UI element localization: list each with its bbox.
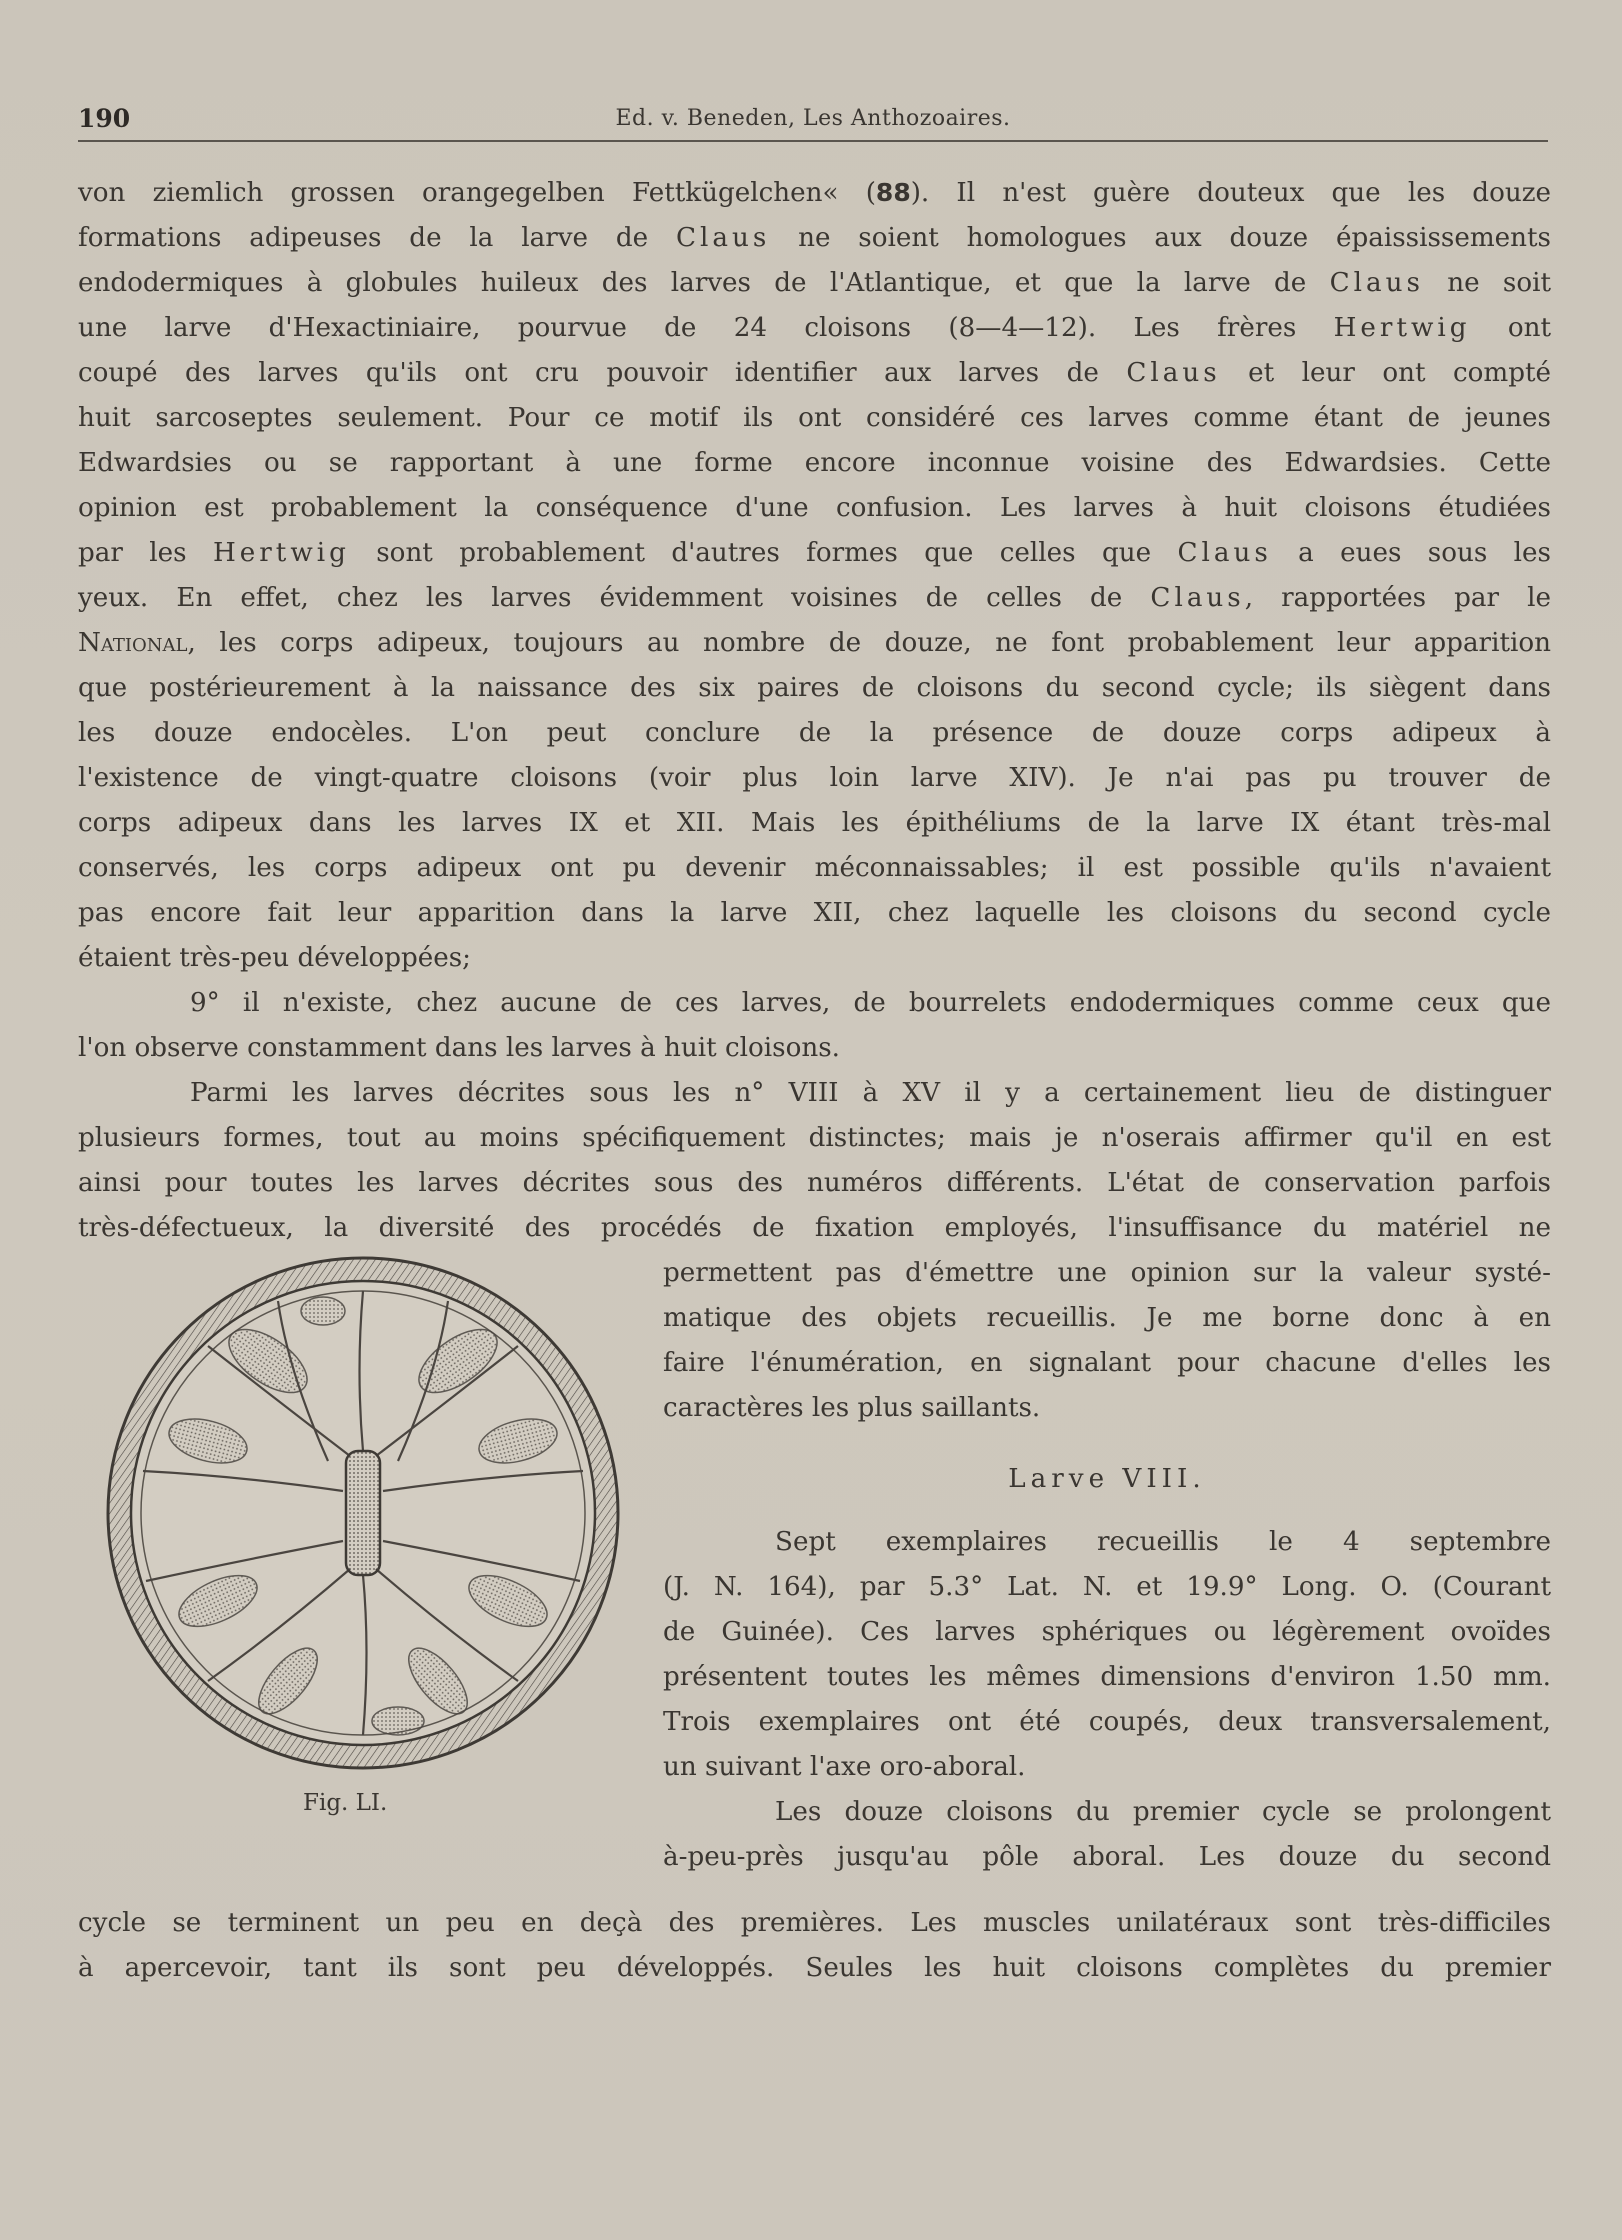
text-line: étaient très-peu développées; — [78, 943, 471, 973]
figure — [78, 1251, 638, 1881]
author-name: Hertwig — [212, 538, 350, 568]
text-line: Parmi les larves décrites sous les n° VIII à XV il y a certainement lieu de distinguer — [190, 1078, 1551, 1108]
text-line: par les Hertwig sont probablement d'autres formes que celles que Claus a eues sous les — [78, 538, 1551, 568]
text-line: caractères les plus saillants. — [663, 1393, 1041, 1423]
author-name: Claus — [675, 223, 771, 253]
text-line: que postérieurement à la naissance des six paires de cloisons du second cycle; ils siègent dans — [78, 673, 1551, 703]
text-line: une larve d'Hexactiniaire, pourvue de 24 cloisons (8—4—12). Les frères Hertwig ont — [78, 313, 1551, 343]
reference-number: 88 — [875, 178, 911, 207]
text-line: 9° il n'existe, chez aucune de ces larves, de bourrelets endodermiques comme ceux que — [190, 988, 1551, 1018]
text-line: ainsi pour toutes les larves décrites sous des numéros différents. L'état de conservation parfois — [78, 1168, 1551, 1198]
text-line: l'existence de vingt-quatre cloisons (voir plus loin larve XIV). Je n'ai pas pu trouver de — [78, 763, 1551, 793]
text-line: de Guinée). Ces larves sphériques ou légèrement ovoïdes — [663, 1617, 1551, 1647]
text-line: (J. N. 164), par 5.3° Lat. N. et 19.9° Long. O. (Courant — [663, 1572, 1551, 1602]
running-title: Ed. v. Beneden, Les Anthozoaires. — [615, 106, 1011, 131]
text-line: huit sarcoseptes seulement. Pour ce motif ils ont considéré ces larves comme étant de jeunes — [78, 403, 1551, 433]
text-line: Edwardsies ou se rapportant à une forme encore inconnue voisine des Edwardsies. Cette — [78, 448, 1551, 478]
page-number: 190 — [78, 104, 131, 133]
cross-section-illustration-icon — [88, 1251, 628, 1781]
figure-wrap-area — [78, 1251, 1551, 1881]
text-line: l'on observe constamment dans les larves à huit cloisons. — [78, 1033, 840, 1063]
text-line: très-défectueux, la diversité des procédés de fixation employés, l'insuffisance du matériel ne — [78, 1213, 1551, 1243]
author-name: Claus — [1177, 538, 1272, 568]
text-line: opinion est probablement la conséquence d'une confusion. Les larves à huit cloisons étudiées — [78, 493, 1551, 523]
figure-caption: Fig. LI. — [303, 1790, 388, 1816]
text-line: Sept exemplaires recueillis le 4 septembre — [775, 1527, 1551, 1557]
side-column — [663, 1251, 1551, 1880]
section-heading: Larve VIII. — [1008, 1464, 1206, 1494]
paragraph-2 — [78, 981, 1551, 1071]
text-line: plusieurs formes, tout au moins spécifiquement distinctes; mais je n'oserais affirmer qu'il en est — [78, 1123, 1551, 1153]
body-text — [78, 170, 1551, 1991]
text-line: National, les corps adipeux, toujours au nombre de douze, ne font probablement leur apparition — [78, 628, 1551, 658]
text-line: les douze endocèles. L'on peut conclure de la présence de douze corps adipeux à — [78, 718, 1551, 748]
text-line: conservés, les corps adipeux ont pu devenir méconnaissables; il est possible qu'ils n'avaient — [78, 853, 1551, 883]
text-line: von ziemlich grossen orangegelben Fettkügelchen« (88). Il n'est guère douteux que les douze — [78, 178, 1551, 208]
text-line: yeux. En effet, chez les larves évidemment voisines de celles de Claus, rapportées par le — [78, 583, 1551, 613]
author-name: Claus — [1329, 268, 1424, 298]
author-name: Hertwig — [1333, 313, 1471, 343]
text-line: Trois exemplaires ont été coupés, deux transversalement, — [663, 1707, 1551, 1737]
text-line: coupé des larves qu'ils ont cru pouvoir identifier aux larves de Claus et leur ont compté — [78, 358, 1551, 388]
text-line: cycle se terminent un peu en deçà des premières. Les muscles unilatéraux sont très-difficiles — [78, 1908, 1551, 1938]
ship-name: National — [78, 628, 188, 658]
text-line: Les douze cloisons du premier cycle se prolongent — [775, 1797, 1551, 1827]
text-line: corps adipeux dans les larves IX et XII. Mais les épithéliums de la larve IX étant très-mal — [78, 808, 1551, 838]
text-line: pas encore fait leur apparition dans la larve XII, chez laquelle les cloisons du second cycle — [78, 898, 1551, 928]
page-header — [78, 100, 1548, 142]
text-line: matique des objets recueillis. Je me borne donc à en — [663, 1303, 1551, 1333]
text-line: à-peu-près jusqu'au pôle aboral. Les douze du second — [663, 1842, 1551, 1872]
text-line: faire l'énumération, en signalant pour chacune d'elles les — [663, 1348, 1551, 1378]
text-line: à apercevoir, tant ils sont peu développés. Seules les huit cloisons complètes du premier — [78, 1953, 1551, 1983]
text-line: formations adipeuses de la larve de Claus ne soient homologues aux douze épaississements — [78, 223, 1551, 253]
text-line: endodermiques à globules huileux des larves de l'Atlantique, et que la larve de Claus ne soit — [78, 268, 1551, 298]
text-line: un suivant l'axe oro-aboral. — [663, 1752, 1026, 1782]
paragraph-3 — [78, 1071, 1551, 1251]
author-name: Claus — [1126, 358, 1221, 388]
author-name: Claus — [1150, 583, 1245, 613]
text-line: présentent toutes les mêmes dimensions d'environ 1.50 mm. — [663, 1662, 1551, 1692]
paragraph-5-continued — [78, 1901, 1551, 1991]
paragraph-1 — [78, 170, 1551, 981]
text-line: permettent pas d'émettre une opinion sur la valeur systé- — [663, 1258, 1551, 1288]
